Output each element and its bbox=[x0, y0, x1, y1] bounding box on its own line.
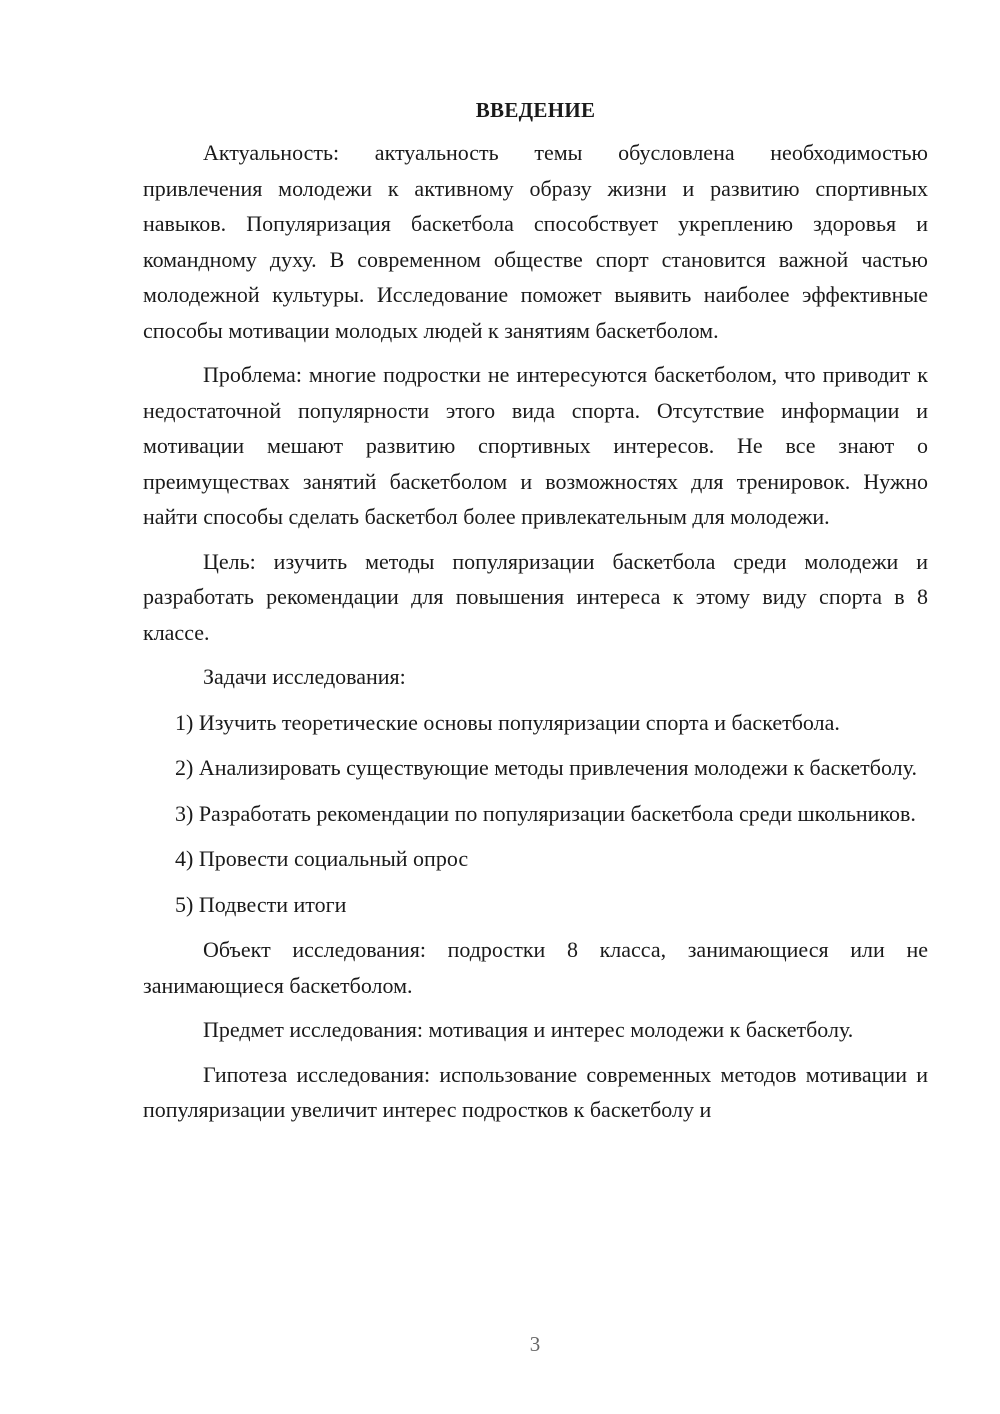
list-item: 2) Анализировать существующие методы привлечения молодежи к баскетболу. bbox=[175, 755, 917, 780]
list-item: 5) Подвести итоги bbox=[175, 891, 347, 917]
paragraph-object: Объект исследования: подростки 8 класса, занимающиеся или не занимающиеся баскетболом. bbox=[143, 937, 928, 998]
paragraph-tasks-heading: Задачи исследования: bbox=[203, 664, 406, 689]
paragraph-problem: Проблема: многие подростки не интересуются баскетболом, что приводит к недостаточной популярности этого вида спорта. Отсутствие информации и мотивации мешают развитию спортивных интересов. Не все знают о преимуществах занятий баскетболом и возможностях для тренировок. Нужно найти способы сделать баскетбол более привлекательным для молодежи. bbox=[143, 362, 928, 529]
paragraph-hypothesis: Гипотеза исследования: использование современных методов мотивации и популяризации увеличит интерес подростков к баскетболу и bbox=[143, 1061, 928, 1122]
tasks-list bbox=[143, 705, 928, 923]
paragraph-relevance: Актуальность: актуальность темы обусловлена необходимостью привлечения молодежи к активному образу жизни и развитию спортивных навыков. Популяризация баскетбола способствует укреплению здоровья и командному духу. В современном обществе спорт становится важной частью молодежной культуры. Исследование поможет выявить наиболее эффективные способы мотивации молодых людей к занятиям баскетболом. bbox=[143, 140, 928, 343]
page-number: 3 bbox=[529, 1332, 541, 1356]
list-item: 1) Изучить теоретические основы популяризации спорта и баскетбола. bbox=[175, 709, 840, 735]
list-item: 4) Провести социальный опрос bbox=[175, 846, 469, 871]
page-content bbox=[143, 94, 928, 1137]
list-item: 3) Разработать рекомендации по популяризации баскетбола среди школьников. bbox=[175, 800, 916, 826]
page-title: ВВЕДЕНИЕ bbox=[475, 98, 596, 122]
paragraph-subject: Предмет исследования: мотивация и интерес молодежи к баскетболу. bbox=[203, 1017, 854, 1042]
paragraph-goal: Цель: изучить методы популяризации баскетбола среди молодежи и разработать рекомендации для повышения интереса к этому виду спорта в 8 классе. bbox=[143, 548, 928, 645]
